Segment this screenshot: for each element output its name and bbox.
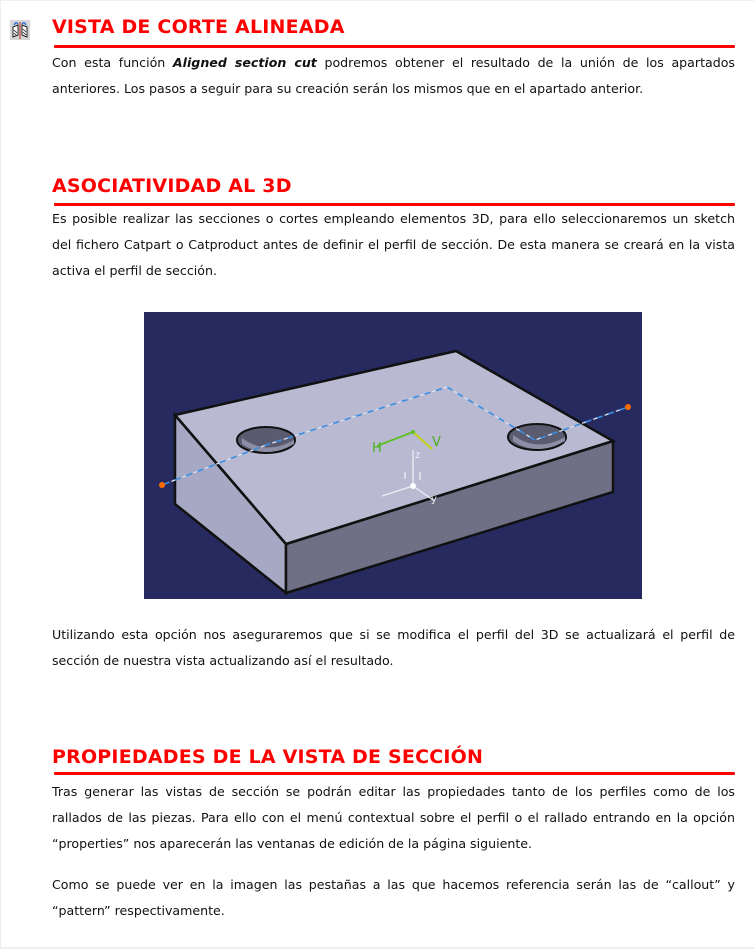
profile-end-point — [625, 404, 631, 410]
section-paragraph — [52, 50, 735, 102]
heading-underline — [54, 45, 735, 48]
profile-start-point — [159, 482, 165, 488]
section-title-propiedades-vista-seccion: PROPIEDADES DE LA VISTA DE SECCIÓN — [52, 746, 484, 768]
aligned-section-cut-icon — [10, 20, 30, 40]
paragraph-text: Con esta función — [52, 55, 173, 70]
axis-label-v: V — [432, 435, 441, 450]
axis-label-y: y — [431, 494, 437, 505]
aligned-section-cut-term: Aligned section cut — [172, 55, 317, 70]
section-paragraph: Como se puede ver en la imagen las pestañas a las que hacemos referencia serán las de “callout” y “pattern” respectivamente. — [52, 877, 735, 918]
section-paragraph: Utilizando esta opción nos aseguraremos que si se modifica el perfil del 3D se actualizará el perfil de sección de nuestra vista actualizando así el resultado. — [52, 627, 735, 668]
heading-underline — [54, 772, 735, 775]
section-paragraph: Es posible realizar las secciones o cortes empleando elementos 3D, para ello seleccionaremos un sketch del fichero Catpart o Catproduct antes de definir el perfil de sección. De esta manera se creará en la vista activa el perfil de sección. — [52, 211, 735, 278]
section-title-vista-de-corte-alineada: VISTA DE CORTE ALINEADA — [52, 16, 345, 38]
3d-part-section-figure — [144, 312, 642, 599]
axis-label-z: z — [415, 450, 421, 461]
axis-label-h: H — [372, 441, 382, 456]
paragraph-text: podremos obtener el resultado de la unión de los apartados anteriores. Los pasos a seguir para su creación serán los mismos que en el apartado anterior. — [52, 55, 735, 96]
section-paragraph: Tras generar las vistas de sección se podrán editar las propiedades tanto de los perfiles como de los rallados de las piezas. Para ello con el menú contextual sobre el perfil o el rallado entrando en la opción “properties” nos aparecerán las ventanas de edición de la página siguiente. — [52, 784, 735, 851]
section-title-asociatividad-3d: ASOCIATIVIDAD AL 3D — [52, 175, 292, 197]
